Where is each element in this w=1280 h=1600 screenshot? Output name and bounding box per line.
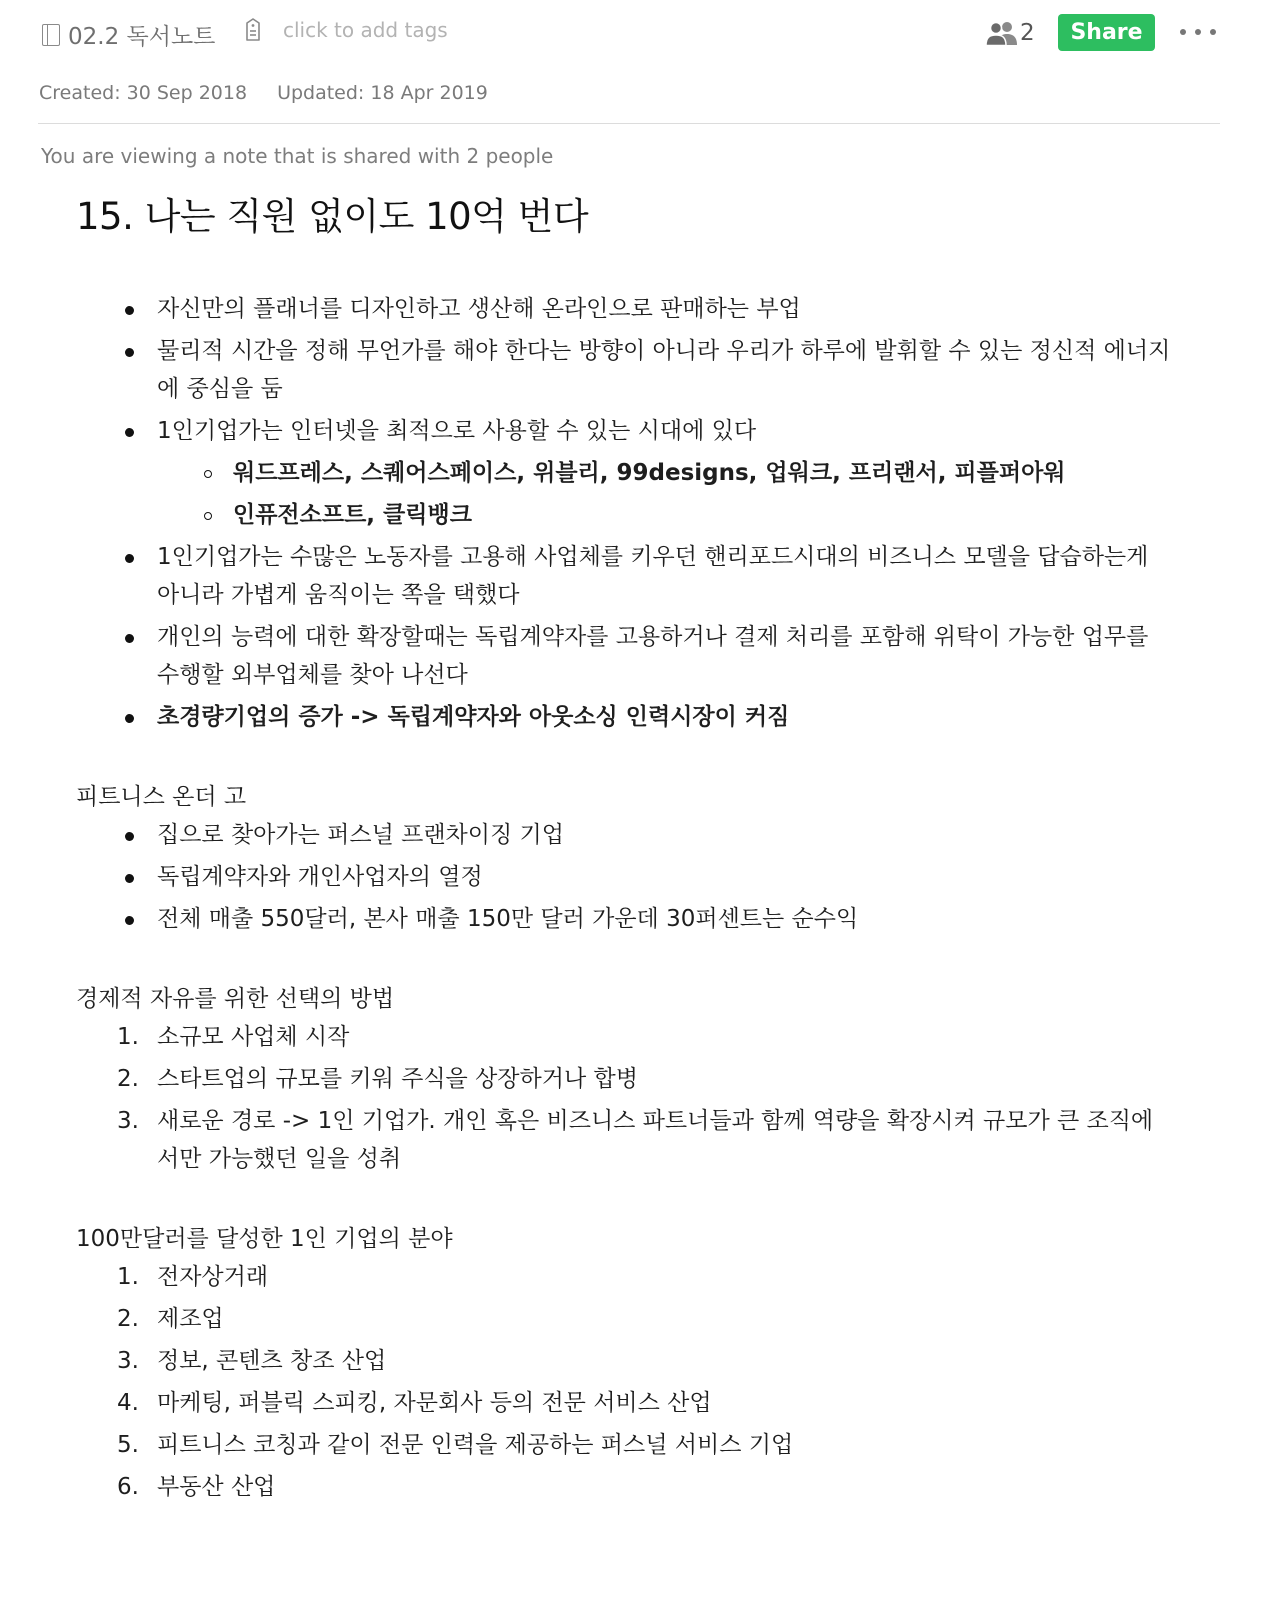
divider [38,123,1220,124]
shared-notice: You are viewing a note that is shared with 2 people [41,144,554,168]
list-item: 집으로 찾아가는 퍼스널 프랜차이징 기업 [157,816,1171,854]
list-item: 개인의 능력에 대한 확장할때는 독립계약자를 고용하거나 결제 처리를 포함해 위탁이 가능한 업무를 수행할 외부업체를 찾아 나선다 [157,618,1171,694]
sub-list-item: 워드프레스, 스퀘어스페이스, 위블리, 99designs, 업워크, 프리랜서, 피플퍼아워 [233,454,1171,492]
bullet-list [76,290,1171,736]
bullet-list [76,816,1171,938]
notebook-selector[interactable] [42,18,215,51]
sub-list-item: 인퓨전소프트, 클릭뱅크 [233,496,1171,534]
section-heading: 100만달러를 달성한 1인 기업의 분야 [76,1226,453,1252]
list-item-text: 마케팅, 퍼블릭 스피킹, 자문회사 등의 전문 서비스 산업 [157,1390,712,1416]
list-item: 독립계약자와 개인사업자의 열정 [157,858,1171,896]
note-title[interactable]: 15. 나는 직원 없이도 10억 번다 [76,195,589,238]
list-item [117,1384,1171,1422]
tag-area[interactable] [243,18,448,42]
notebook-name[interactable]: 02.2 독서노트 [68,24,216,50]
list-item [117,1300,1171,1338]
note-meta [39,82,488,104]
list-item: 초경량기업의 증가 -> 독립계약자와 아웃소싱 인력시장이 커짐 [157,698,1171,736]
shared-count: 2 [1020,20,1035,46]
dot [1195,29,1201,35]
section-heading: 경제적 자유를 위한 선택의 방법 [76,986,395,1012]
list-item-text: 1인기업가는 인터넷을 최적으로 사용할 수 있는 시대에 있다 [157,418,757,444]
list-item [117,1258,1171,1296]
list-item [117,1018,1171,1056]
numbered-list [76,1258,1171,1506]
shared-people[interactable] [986,20,1035,46]
note-body[interactable] [76,290,1171,1510]
sub-bullet-list [157,454,1171,534]
list-item-text: 부동산 산업 [157,1474,276,1500]
list-item [157,412,1171,534]
list-item [117,1468,1171,1506]
share-button[interactable]: Share [1058,14,1155,51]
list-number: 3. [117,1348,139,1374]
list-number: 1. [117,1264,139,1290]
list-number: 1. [117,1024,139,1050]
list-item: 1인기업가는 수많은 노동자를 고용해 사업체를 키우던 핸리포드시대의 비즈니스 모델을 답습하는게 아니라 가볍게 움직이는 쪽을 택했다 [157,538,1171,614]
notebook-icon [42,24,60,46]
list-item [117,1426,1171,1464]
list-item-text: 제조업 [157,1306,224,1332]
numbered-list [76,1018,1171,1178]
list-item-text: 피트니스 코칭과 같이 전문 인력을 제공하는 퍼스널 서비스 기업 [157,1432,794,1458]
list-item [117,1060,1171,1098]
note-header [0,0,1280,70]
list-number: 2. [117,1306,139,1332]
tag-icon [243,18,263,42]
list-number: 5. [117,1432,139,1458]
list-item-text: 전자상거래 [157,1264,269,1290]
tags-input[interactable]: click to add tags [283,18,448,42]
list-item [117,1102,1171,1178]
list-item-text: 정보, 콘텐츠 창조 산업 [157,1348,387,1374]
section-heading: 피트니스 온더 고 [76,784,247,810]
more-options-icon[interactable] [1180,20,1216,44]
dot [1180,29,1186,35]
dot [1210,29,1216,35]
list-item: 전체 매출 550달러, 본사 매출 150만 달러 가운데 30퍼센트는 순수익 [157,900,1171,938]
list-item-text: 새로운 경로 -> 1인 기업가. 개인 혹은 비즈니스 파트너들과 함께 역량을 확장시켜 규모가 큰 조직에서만 가능했던 일을 성취 [157,1108,1154,1172]
list-item [117,1342,1171,1380]
list-item: 자신만의 플래너를 디자인하고 생산해 온라인으로 판매하는 부업 [157,290,1171,328]
created-date: Created: 30 Sep 2018 [39,82,248,104]
list-number: 2. [117,1066,139,1092]
people-icon [986,20,1018,46]
list-item-text: 소규모 사업체 시작 [157,1024,350,1050]
list-number: 4. [117,1390,139,1416]
list-item-text: 스타트업의 규모를 키워 주식을 상장하거나 합병 [157,1066,638,1092]
list-number: 6. [117,1474,139,1500]
updated-date: Updated: 18 Apr 2019 [277,82,488,104]
list-number: 3. [117,1108,139,1134]
list-item: 물리적 시간을 정해 무언가를 해야 한다는 방향이 아니라 우리가 하루에 발휘할 수 있는 정신적 에너지에 중심을 둠 [157,332,1171,408]
